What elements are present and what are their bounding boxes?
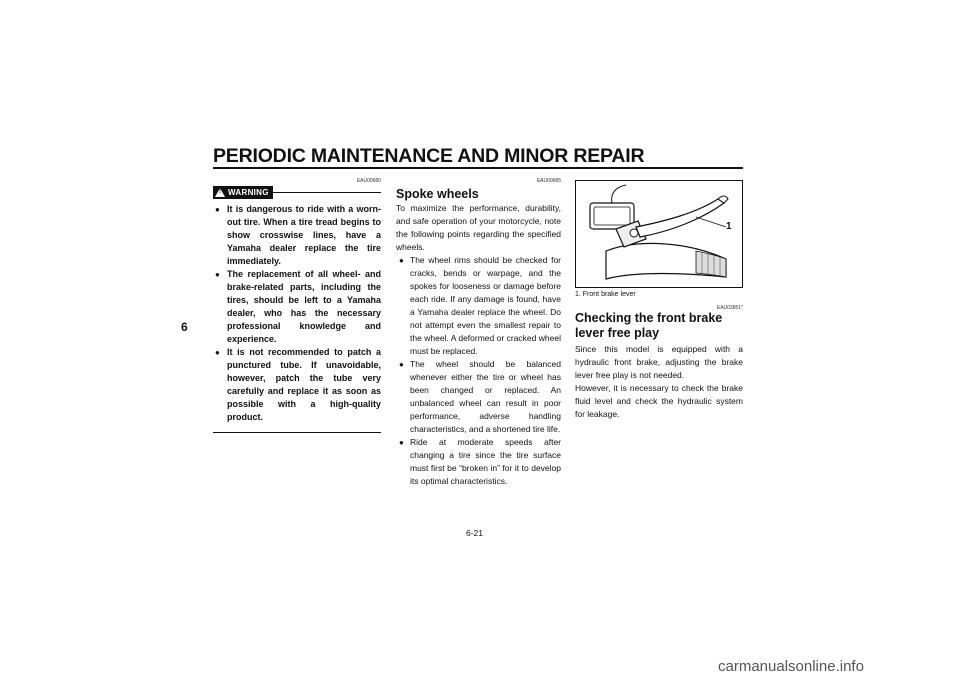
figure-callout: 1 <box>726 221 732 232</box>
brake-lever-column <box>575 180 743 421</box>
bullet-list <box>396 254 561 488</box>
section-code: EAU00680 <box>356 178 381 184</box>
chapter-tab <box>170 177 206 541</box>
warning-column <box>213 178 381 433</box>
page-number: 6-21 <box>466 528 484 538</box>
warning-rule <box>273 192 381 193</box>
warning-end-rule <box>213 432 381 433</box>
section-intro: To maximize the performance, durability, and safe operation of your motorcycle, note the following points regarding the specified wheels. <box>396 203 561 252</box>
list-item: ● The wheel rims should be checked for cracks, bends or warpage, and the spokes for looseness or damage before each ride. If any damage is found, have a Yamaha dealer replace the wheel. Do not attempt even the smallest repair to the wheel. A deformed or cracked wheel must be replaced. <box>396 254 561 358</box>
section-code: EAU03851* <box>716 305 743 311</box>
warning-header <box>213 186 381 199</box>
list-item: ● Ride at moderate speeds after changing a tire since the tire surface must first be “broken in” for it to develop its optimal characteristics. <box>396 436 561 488</box>
spoke-wheels-column <box>396 178 561 488</box>
watermark: carmanualsonline.info <box>718 658 864 675</box>
brake-lever-illustration <box>576 181 742 287</box>
warning-item: ● It is not recommended to patch a punctured tube. If unavoidable, however, patch the tube very carefully and replace it as soon as possible with a high-quality product. <box>213 346 381 424</box>
warning-label: WARNING <box>228 188 269 197</box>
chapter-number: 6 <box>181 320 188 334</box>
warning-triangle-icon: ! <box>215 188 225 197</box>
section-code: EAU00685 <box>536 178 561 184</box>
paragraph: Since this model is equipped with a hydraulic front brake, adjusting the brake lever free play is not needed. <box>575 344 743 380</box>
section-heading: Checking the front brake lever free play <box>575 311 723 340</box>
warning-item: ● It is dangerous to ride with a worn-out tire. When a tire tread begins to show crosswise lines, have a Yamaha dealer replace the tire immediately. <box>213 203 381 268</box>
brake-lever-figure <box>575 180 743 288</box>
warning-item: ● The replacement of all wheel- and brake-related parts, including the tires, should be left to a Yamaha dealer, who has the necessary professional knowledge and experience. <box>213 268 381 346</box>
paragraph: However, it is necessary to check the brake fluid level and check the hydraulic system for leakage. <box>575 383 743 419</box>
warning-badge <box>213 186 273 199</box>
header-rule <box>213 167 743 169</box>
list-item: ● The wheel should be balanced whenever either the tire or wheel has been changed or replaced. An unbalanced wheel can result in poor performance, adverse handling characteristics, and a shortened tire life. <box>396 358 561 436</box>
figure-caption: 1. Front brake lever <box>575 291 636 298</box>
page-title: PERIODIC MAINTENANCE AND MINOR REPAIR <box>213 145 645 167</box>
warning-list <box>213 203 381 424</box>
section-heading: Spoke wheels <box>396 187 479 201</box>
